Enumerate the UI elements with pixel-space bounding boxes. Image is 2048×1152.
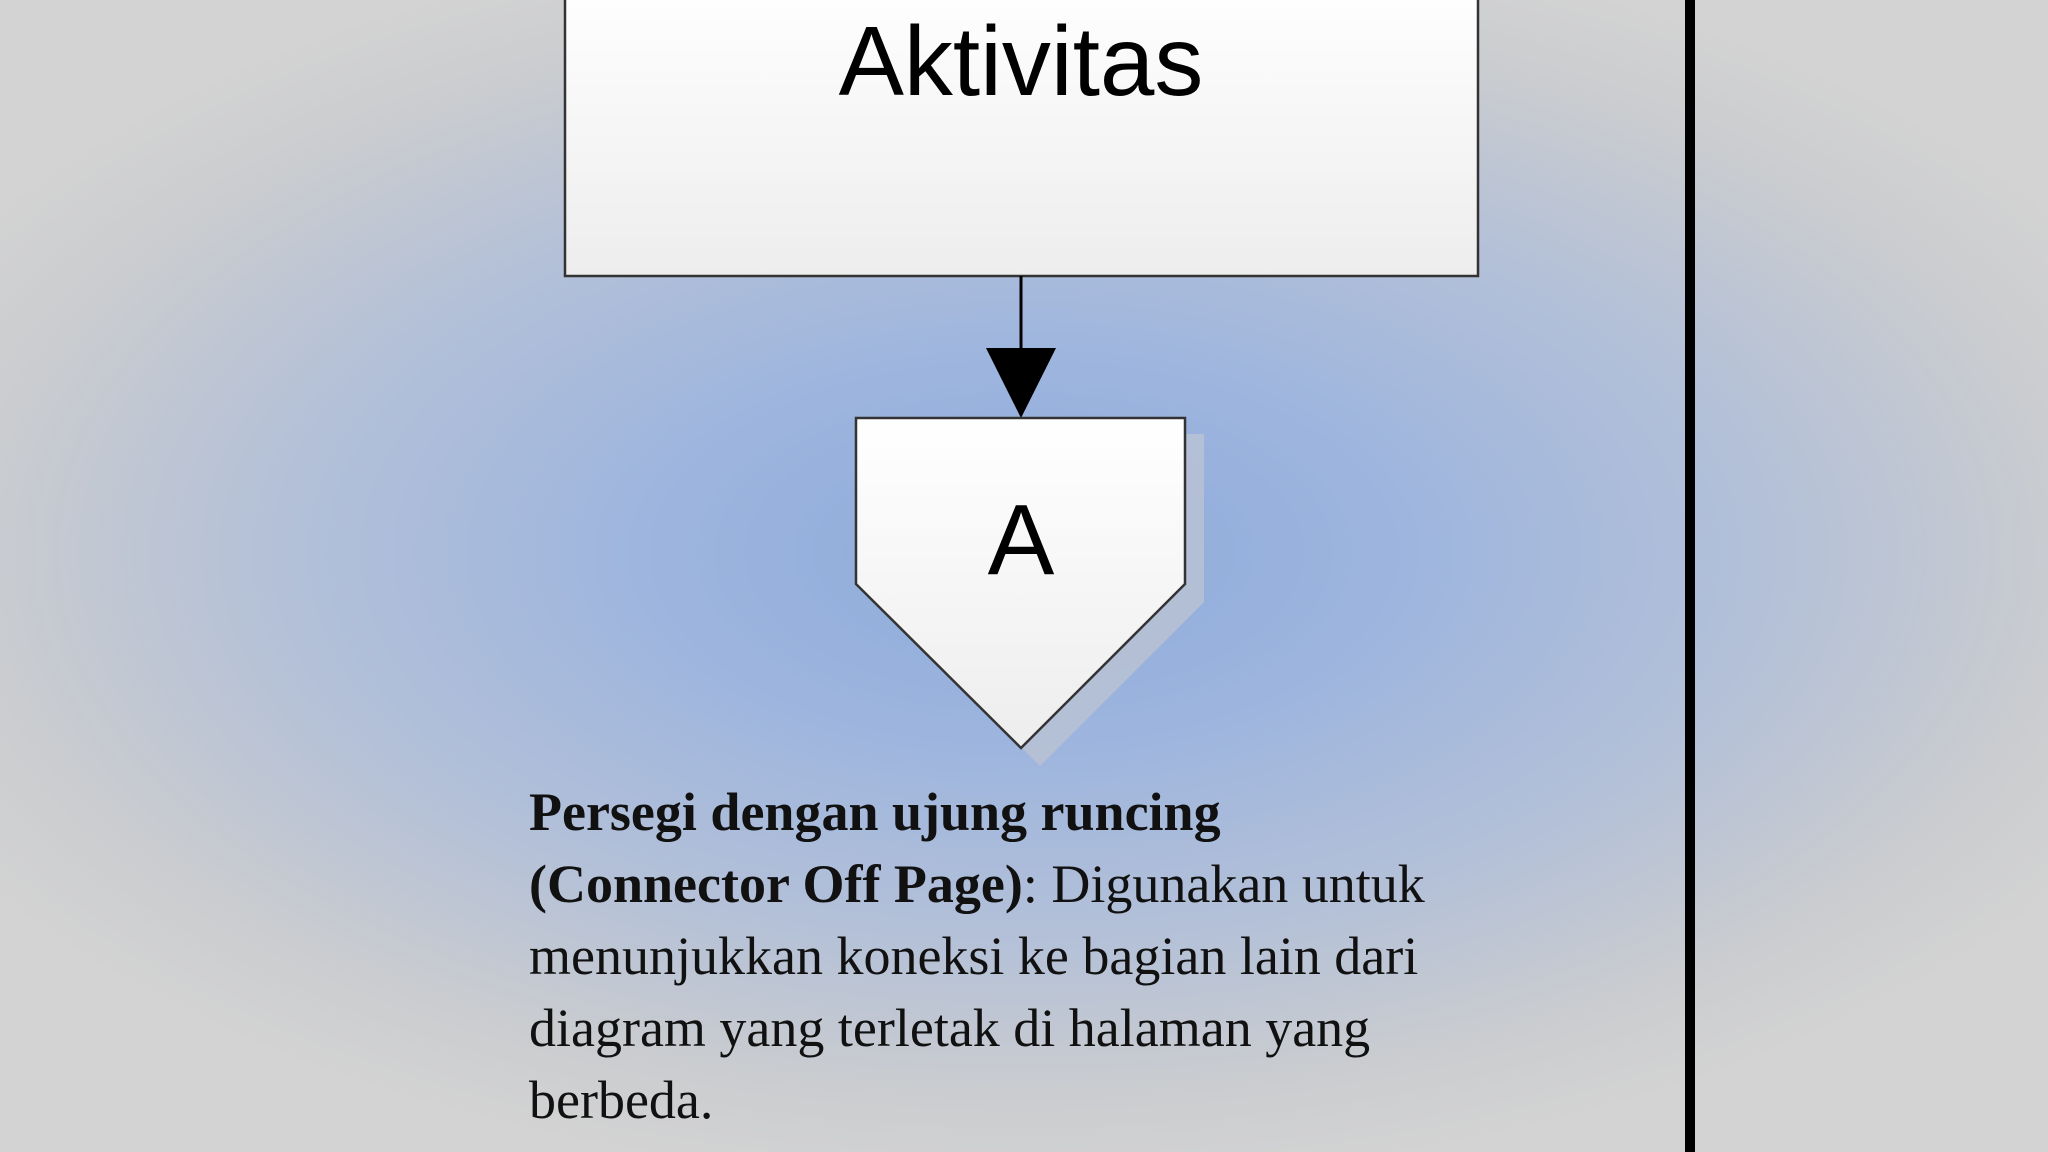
description-title: Persegi dengan ujung runcing (Connector Off Page) (529, 782, 1221, 914)
description-body: : Digunakan untuk menunjukkan koneksi ke bagian lain dari diagram yang terletak di halaman yang berbeda. (529, 854, 1425, 1130)
connector-description (529, 776, 1489, 1136)
flow-arrow-head (986, 348, 1056, 418)
connector-label: A (987, 484, 1055, 596)
activity-label: Aktivitas (838, 6, 1204, 116)
